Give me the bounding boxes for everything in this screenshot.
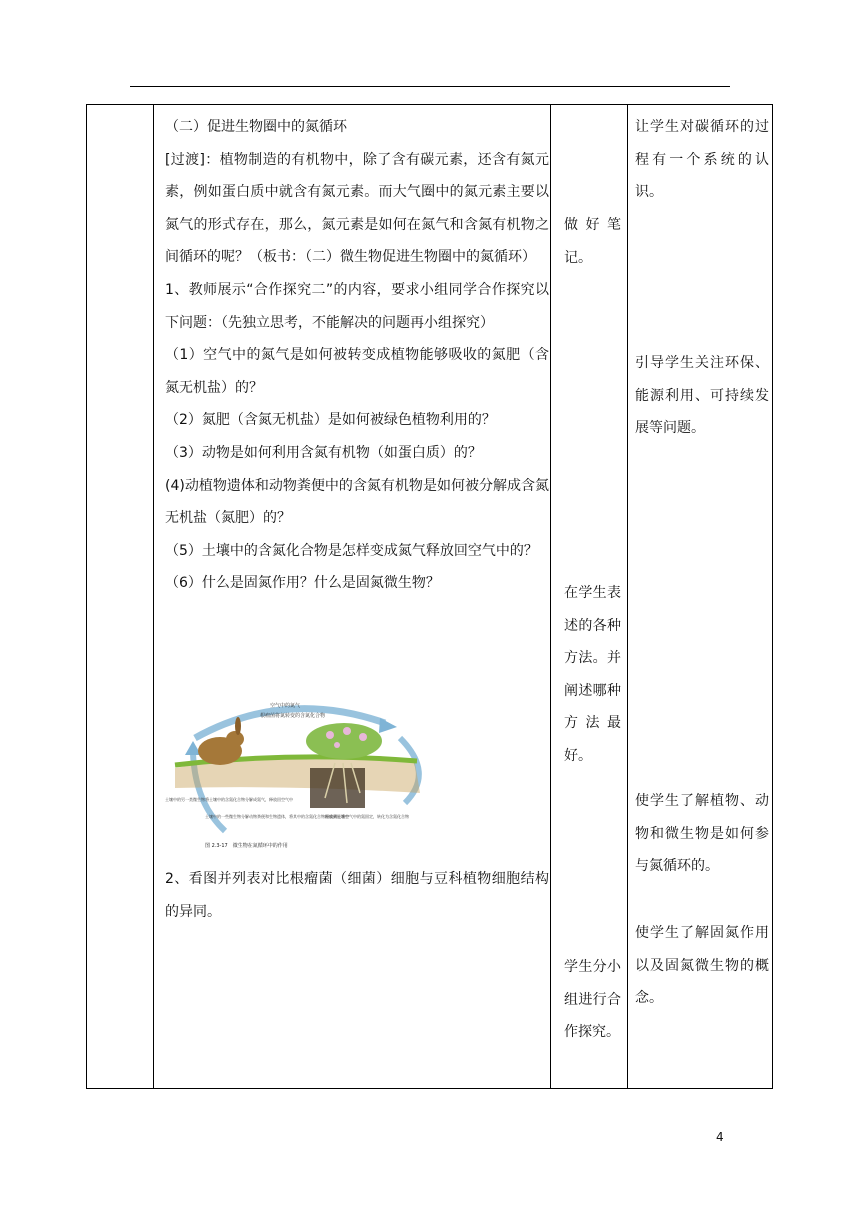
figure-label: 根瘤菌能将空气中的氮固定，转化为含氮化合物 [325,814,409,819]
design-intent-1 [635,111,769,209]
task-2 [165,863,549,928]
design-intent-4-text: 使学生了解固氮作用以及固氮微生物的概念。 [635,925,769,1007]
design-intent-2-text: 引导学生关注环保、能源利用、可持续发展等问题。 [635,355,769,437]
task-2-text: 2、看图并列表对比根瘤菌（细菌）细胞与豆科植物细胞结构的异同。 [165,871,549,920]
student-activity-3 [564,951,621,1049]
design-intent-4 [635,917,769,1015]
nitrogen-cycle-figure [165,693,440,853]
figure-caption: 图 2.3-17 微生物在氮循环中的作用 [205,843,288,849]
question-2: （2）氮肥（含氮无机盐）是如何被绿色植物利用的？ [165,412,496,429]
student-activity-1-text: 做好笔记。 [564,217,621,266]
task-intro: 1、教师展示“合作探究二”的内容，要求小组同学合作探究以下问题：（先独立思考，不能解决的问题再小组探究） [165,281,549,331]
question-4: (4)动植物遗体和动物粪便中的含氮有机物是如何被分解成含氮无机盐（氮肥）的？ [165,477,549,527]
question-1: （1）空气中的氮气是如何被转变成植物能够吸收的氮肥（含氮无机盐）的？ [165,347,549,396]
transition-paragraph: [过渡]：植物制造的有机物中，除了含有碳元素，还含有氮元素，例如蛋白质中就含有氮元素。而大气圈中的氮元素主要以氮气的形式存在，那么，氮元素是如何在氮气和含氮有机物之间循环的呢？（板书：（二）微生物促进生物圈中的氮循环） [165,151,549,266]
student-activity-1 [564,209,621,274]
lesson-table [86,104,773,1089]
question-5: （5）土壤中的含氮化合物是怎样变成氮气释放回空气中的？ [165,542,538,559]
design-intent-3-text: 使学生了解植物、动物和微生物是如何参与氮循环的。 [635,793,769,875]
teaching-process-cell [165,111,549,600]
design-intent-3 [635,785,769,883]
student-activity-3-text: 学生分小组进行合作探究。 [564,959,621,1041]
question-3: （3）动物是如何利用含氮有机物（如蛋白质）的？ [165,444,482,461]
figure-label: 土壤中的一些微生物分解动物粪便和生物遗体，将其中的含氮化合物释放到土壤中 [205,814,349,819]
section-heading: （二）促进生物圈中的氮循环 [165,119,347,135]
design-intent-1-text: 让学生对碳循环的过程有一个系统的认识。 [635,119,769,201]
figure-label: 空气中的氮气 [270,703,301,709]
column-divider [550,105,551,1088]
student-activity-2 [564,577,621,773]
figure-label: 土壤中的另一类微生物将土壤中的含氮化合物分解成氮气，释放回空气中 [165,797,293,802]
page-number: 4 [716,1130,724,1144]
column-divider [627,105,628,1088]
student-activity-2-text: 在学生表述的各种方法。并阐述哪种方法最好。 [564,585,621,764]
design-intent-2 [635,347,769,445]
question-6: （6）什么是固氮作用？什么是固氮微生物？ [165,575,440,592]
header-rule [130,86,730,87]
column-divider [153,105,154,1088]
figure-label: 根瘤菌将氮转变的含氮化合物 [260,713,326,719]
